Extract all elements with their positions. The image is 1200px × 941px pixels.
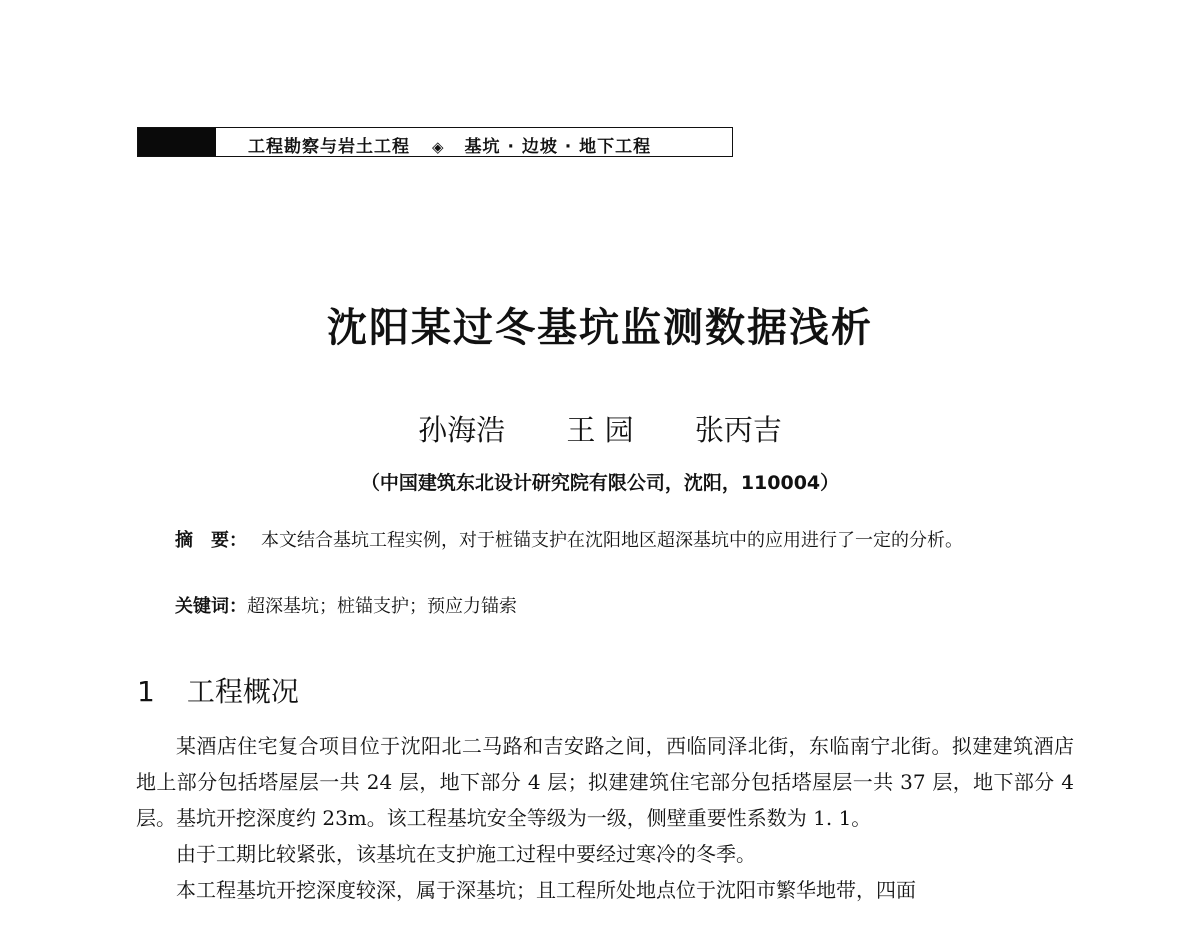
author-list bbox=[0, 408, 1200, 449]
keywords-label: 关键词： bbox=[175, 596, 247, 617]
author-2: 王 园 bbox=[566, 413, 634, 447]
section-number: 1 bbox=[137, 675, 155, 708]
diamond-icon: ◈ bbox=[432, 138, 445, 156]
author-3: 张丙吉 bbox=[694, 413, 782, 447]
abstract-label: 摘 要： bbox=[175, 530, 247, 551]
author-1: 孙海浩 bbox=[418, 413, 506, 447]
journal-header-bar bbox=[137, 127, 733, 157]
paragraph: 由于工期比较紧张，该基坑在支护施工过程中要经过寒冷的冬季。 bbox=[176, 842, 756, 866]
keywords-text: 超深基坑；桩锚支护；预应力锚索 bbox=[247, 596, 517, 617]
abstract-block bbox=[175, 526, 1075, 556]
section-category: 基坑 · 边坡 · 地下工程 bbox=[464, 137, 652, 157]
journal-name: 工程勘察与岩土工程 bbox=[248, 137, 410, 157]
paragraph: 某酒店住宅复合项目位于沈阳北二马路和吉安路之间，西临同泽北街，东临南宁北街。拟建建筑酒店地上部分包括塔屋层一共 24 层，地下部分 4 层；拟建建筑住宅部分包括塔屋层一共 37 层，地下部分 4 层。基坑开挖深度约 23m。该工程基坑安全等级为一级，侧壁重要性系数为 1. 1。 bbox=[136, 734, 1074, 830]
affiliation: （中国建筑东北设计研究院有限公司，沈阳，110004） bbox=[360, 472, 840, 494]
paper-title: 沈阳某过冬基坑监测数据浅析 bbox=[327, 304, 873, 351]
header-black-block bbox=[138, 128, 216, 156]
paragraph: 本工程基坑开挖深度较深，属于深基坑；且工程所处地点位于沈阳市繁华地带，四面 bbox=[176, 878, 916, 902]
body-text bbox=[136, 728, 1074, 908]
keywords-block bbox=[175, 592, 517, 618]
section-title: 工程概况 bbox=[186, 675, 299, 708]
header-text bbox=[248, 132, 651, 157]
section-heading bbox=[137, 670, 299, 710]
abstract-text: 本文结合基坑工程实例，对于桩锚支护在沈阳地区超深基坑中的应用进行了一定的分析。 bbox=[261, 530, 963, 551]
